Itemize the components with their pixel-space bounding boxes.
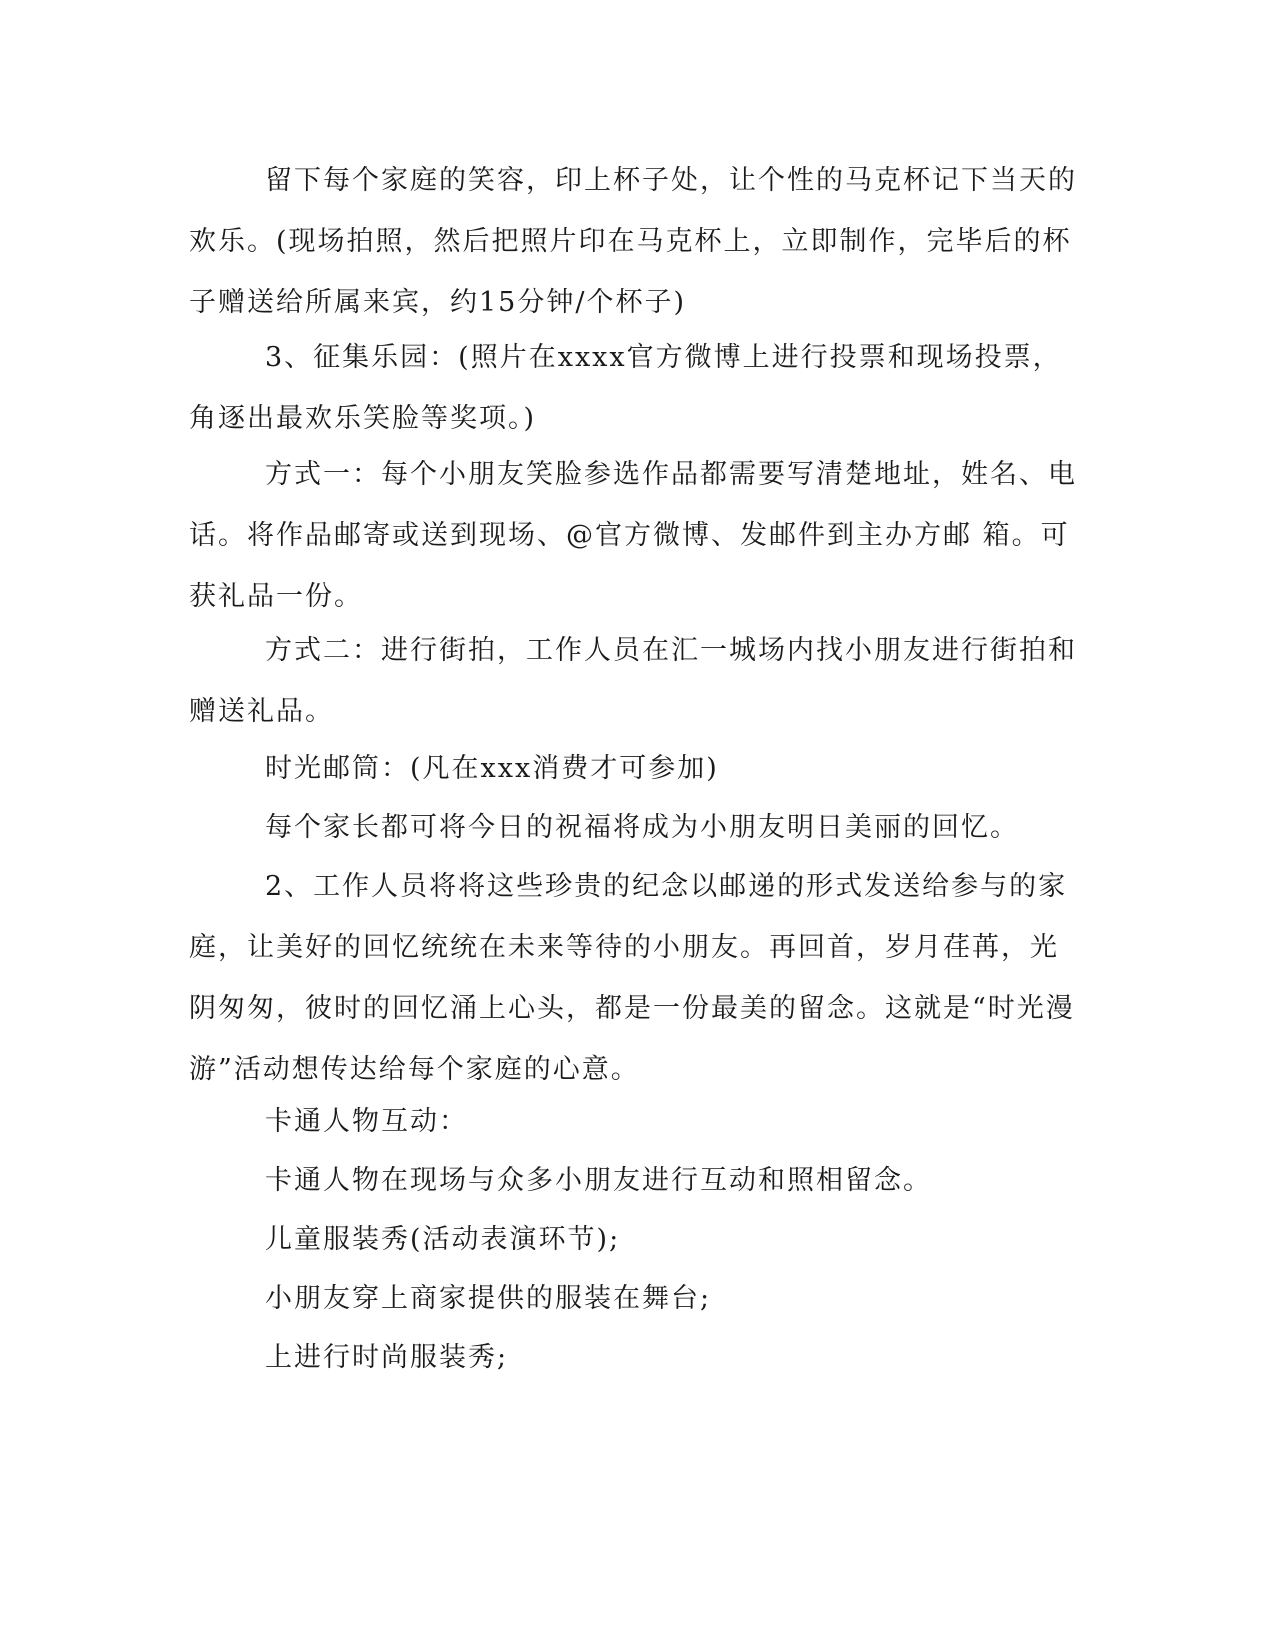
- paragraph-method-two: 方式二：进行街拍，工作人员在汇一城场内找小朋友进行街拍和赠送礼品。: [189, 635, 1077, 727]
- paragraph-staff-mailing: 2、工作人员将将这些珍贵的纪念以邮递的形式发送给参与的家庭，让美好的回忆统统在未来等待的小朋友。再回首，岁月荏苒，光阴匆匆，彼时的回忆涌上心头，都是一份最美的留念。这就是“时光漫游”活动想传达给每个家庭的心意。: [189, 871, 1075, 1085]
- paragraph-runway: 上进行时尚服装秀;: [265, 1342, 509, 1373]
- paragraph-mug-photo: 留下每个家庭的笑容，印上杯子处，让个性的马克杯记下当天的欢乐。(现场拍照，然后把照片印在马克杯上，立即制作，完毕后的杯子赠送给所属来宾，约15分钟/个杯子): [189, 165, 1077, 318]
- paragraph-cartoon-interaction: 卡通人物在现场与众多小朋友进行互动和照相留念。: [265, 1165, 932, 1196]
- paragraph-collection-park: 3、征集乐园：(照片在xxxx官方微博上进行投票和现场投票，角逐出最欢乐笑脸等奖项。): [189, 342, 1062, 434]
- paragraph-cartoon-heading: 卡通人物互动：: [265, 1106, 468, 1137]
- paragraph-kids-outfits: 小朋友穿上商家提供的服装在舞台;: [265, 1283, 712, 1314]
- paragraph-fashion-show: 儿童服装秀(活动表演环节);: [265, 1224, 621, 1255]
- paragraph-time-mailbox: 时光邮筒：(凡在xxx消费才可参加): [265, 753, 719, 784]
- paragraph-parent-wishes: 每个家长都可将今日的祝福将成为小朋友明日美丽的回忆。: [265, 812, 1019, 843]
- paragraph-method-one: 方式一：每个小朋友笑脸参选作品都需要写清楚地址，姓名、电话。将作品邮寄或送到现场、@官方微博、发邮件到主办方邮 箱。可获礼品一份。: [189, 459, 1077, 612]
